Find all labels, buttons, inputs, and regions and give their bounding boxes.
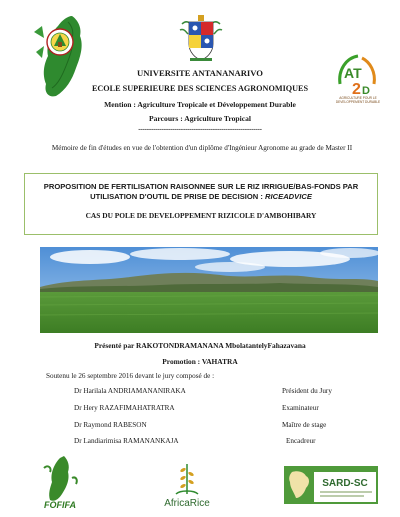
presented-by: Présenté par RAKOTONDRAMANANA MbolatantelyFahazavana [94, 341, 306, 350]
sard-sc-logo [284, 466, 378, 504]
svg-text:AT: AT [344, 65, 362, 81]
jury-member-role: Encadreur [286, 437, 316, 445]
fofifa-logo [34, 454, 86, 510]
separator-line: ---------------------------------------------------------- [138, 125, 262, 133]
parcours-line: Parcours : Agriculture Tropical [148, 114, 251, 123]
thesis-title [35, 182, 367, 202]
svg-text:2: 2 [352, 81, 361, 98]
africarice-logo [150, 460, 224, 510]
jury-member-role: Maître de stage [282, 421, 327, 429]
school-name: ECOLE SUPERIEURE DES SCIENCES AGRONOMIQUES [91, 84, 309, 93]
fofifa-logo-text: FOFIFA [44, 500, 76, 510]
sard-sc-logo-text: SARD-SC [322, 478, 368, 489]
at2d-logo-caption: AGRICULTURE POUR LE DEVELOPPEMENT DURABLE [335, 96, 381, 104]
promotion: Promotion : VAHATRA [162, 357, 238, 366]
thesis-title-tool: RICEADVICE [265, 192, 312, 201]
jury-member-name: Dr Landiarimisa RAMANANKAJA [74, 437, 179, 445]
memoire-description: Mémoire de fin d'études en vue de l'obtention d'un diplôme d'Ingénieur Agronome au grade de Master II [51, 144, 353, 152]
jury-member-name: Dr Raymond RABESON [74, 421, 147, 429]
jury-member-name: Dr Harilala ANDRIAMANANIRAKA [74, 387, 186, 395]
jury-member-role: Président du Jury [282, 387, 332, 395]
thesis-title-box [24, 173, 378, 235]
mention-line: Mention : Agriculture Tropicale et Développement Durable [104, 100, 296, 109]
thesis-subtitle: CAS DU POLE DE DEVELOPPEMENT RIZICOLE D'AMBOHIBARY [85, 211, 317, 220]
thesis-title-text: PROPOSITION DE FERTILISATION RAISONNEE SUR LE RIZ IRRIGUE/BAS-FONDS PAR UTILISATION D'OUTIL DE PRISE DE DECISION : [43, 182, 359, 201]
rice-field-landscape-photo [40, 247, 378, 333]
svg-text:D: D [362, 85, 370, 97]
defense-intro: Soutenu le 26 septembre 2016 devant le jury composé de : [46, 372, 215, 380]
africarice-logo-text: AfricaRice [164, 498, 210, 509]
university-crest-logo [176, 14, 226, 62]
jury-member-role: Examinateur [282, 404, 319, 412]
jury-member-name: Dr Hery RAZAFIMAHATRATRA [74, 404, 175, 412]
university-name: UNIVERSITE ANTANANARIVO [137, 68, 263, 78]
